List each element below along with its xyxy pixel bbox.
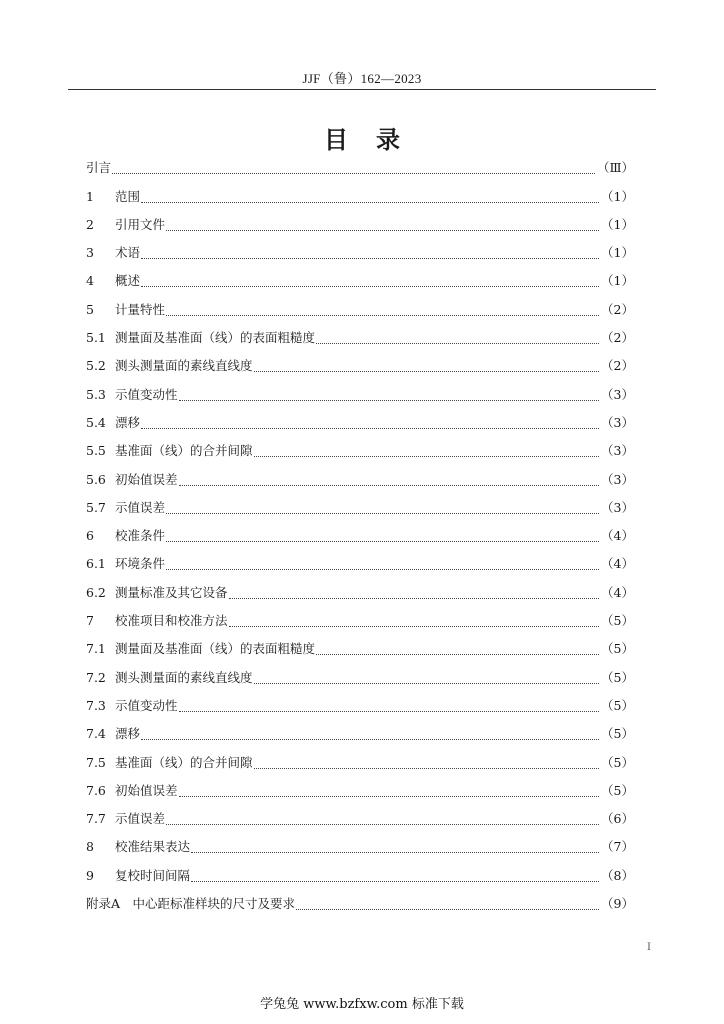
toc-leader-dots xyxy=(316,654,599,655)
toc-entry-label: 测头测量面的素线直线度 xyxy=(115,669,253,685)
toc-leader-dots xyxy=(112,173,595,174)
toc-entry[interactable] xyxy=(86,718,634,746)
toc-leader-dots xyxy=(141,202,599,203)
toc-entry-page: （6） xyxy=(601,811,634,827)
toc-entry-number: 3 xyxy=(86,245,94,261)
toc-leader-dots xyxy=(141,739,599,740)
toc-entry-number: 5.1 xyxy=(86,330,106,346)
toc-entry-number: 7.6 xyxy=(86,782,106,798)
toc-entry-page: （5） xyxy=(601,754,634,770)
toc-entry-number: 7.5 xyxy=(86,754,106,770)
toc-leader-dots xyxy=(254,371,600,372)
toc-entry-number: 8 xyxy=(86,839,94,855)
toc-entry-page: （1） xyxy=(601,188,634,204)
toc-leader-dots xyxy=(141,428,599,429)
toc-entry-label: 示值误差 xyxy=(115,499,166,515)
toc-entry-page: （1） xyxy=(601,245,634,261)
toc-entry-number: 5.5 xyxy=(86,443,106,459)
toc-entry-label: 校准结果表达 xyxy=(115,839,191,855)
toc-leader-dots xyxy=(191,881,599,882)
toc-entry-label: 术语 xyxy=(115,245,141,261)
toc-entry[interactable] xyxy=(86,831,634,859)
toc-entry-label: 复校时间间隔 xyxy=(115,867,191,883)
toc-entry[interactable] xyxy=(86,775,634,803)
toc-entry-number: 7.1 xyxy=(86,641,106,657)
toc-entry-page: （5） xyxy=(601,726,634,742)
toc-entry-page: （3） xyxy=(601,499,634,515)
toc-entry-label: 初始值误差 xyxy=(115,782,178,798)
toc-entry-page: （4） xyxy=(601,556,634,572)
toc-entry-page: （4） xyxy=(601,584,634,600)
toc-entry-number: 5.4 xyxy=(86,414,106,430)
toc-entry-number: 7.3 xyxy=(86,697,106,713)
toc-entry-label: 基准面（线）的合并间隙 xyxy=(115,443,253,459)
toc-entry-number: 5.3 xyxy=(86,386,106,402)
toc-leader-dots xyxy=(254,768,600,769)
toc-leader-dots xyxy=(141,258,599,259)
toc-entry[interactable] xyxy=(86,859,634,887)
toc-leader-dots xyxy=(166,513,599,514)
toc-entry[interactable] xyxy=(86,378,634,406)
header-rule xyxy=(68,89,656,90)
toc-entry-page: （9） xyxy=(601,896,634,912)
toc-entry-label: 初始值误差 xyxy=(115,471,178,487)
toc-entry-page: （7） xyxy=(601,839,634,855)
toc-entry-number: 4 xyxy=(86,273,94,289)
toc-entry[interactable] xyxy=(86,322,634,350)
toc-entry[interactable] xyxy=(86,407,634,435)
toc-entry-number: 5 xyxy=(86,301,94,317)
toc-entry-number: 1 xyxy=(86,188,94,204)
toc-entry[interactable] xyxy=(86,435,634,463)
toc-leader-dots xyxy=(229,598,600,599)
toc-entry-label: 环境条件 xyxy=(115,556,166,572)
toc-leader-dots xyxy=(179,400,600,401)
toc-entry-number: 6.2 xyxy=(86,584,106,600)
toc-entry-number: 7 xyxy=(86,613,94,629)
toc-leader-dots xyxy=(179,711,600,712)
toc-leader-dots xyxy=(254,456,600,457)
toc-entry-label: 校准条件 xyxy=(115,528,166,544)
toc-entry-page: （2） xyxy=(601,301,634,317)
toc-entry-page: （2） xyxy=(601,358,634,374)
toc-leader-dots xyxy=(316,343,599,344)
toc-title: 目录 xyxy=(324,125,428,154)
toc-entry-page: （1） xyxy=(601,273,634,289)
toc-entry-label: 引言 xyxy=(86,160,112,176)
toc-leader-dots xyxy=(229,626,600,627)
toc-entry-page: （1） xyxy=(601,216,634,232)
toc-entry-label: 测头测量面的素线直线度 xyxy=(115,358,253,374)
toc-entry[interactable] xyxy=(86,746,634,774)
toc-entry[interactable] xyxy=(86,237,634,265)
toc-entry[interactable] xyxy=(86,576,634,604)
toc-entry[interactable] xyxy=(86,605,634,633)
page-number: Ⅰ xyxy=(647,942,651,953)
toc-entry[interactable] xyxy=(86,293,634,321)
toc-entry-page: （3） xyxy=(601,386,634,402)
toc-leader-dots xyxy=(296,909,599,910)
toc-entry[interactable] xyxy=(86,690,634,718)
toc-entry-page: （3） xyxy=(601,414,634,430)
toc-entry[interactable] xyxy=(86,661,634,689)
document-code-header: JJF（鲁）162—2023 xyxy=(302,71,422,86)
toc-entry-page: （5） xyxy=(601,613,634,629)
toc-entry-label: 测量标准及其它设备 xyxy=(115,584,228,600)
toc-entry-label: 基准面（线）的合并间隙 xyxy=(115,754,253,770)
toc-entry-label: 漂移 xyxy=(115,414,141,430)
table-of-contents xyxy=(86,152,634,916)
toc-leader-dots xyxy=(166,824,599,825)
toc-entry-label: 范围 xyxy=(115,188,141,204)
toc-leader-dots xyxy=(166,230,599,231)
toc-leader-dots xyxy=(191,852,599,853)
toc-entry-label: 校准项目和校准方法 xyxy=(115,613,228,629)
toc-entry-label: 附录A 中心距标准样块的尺寸及要求 xyxy=(86,896,296,912)
toc-entry-label: 示值变动性 xyxy=(115,386,178,402)
toc-entry-number: 6 xyxy=(86,528,94,544)
toc-entry[interactable] xyxy=(86,633,634,661)
toc-entry-page: （5） xyxy=(601,669,634,685)
toc-entry[interactable] xyxy=(86,152,634,180)
toc-entry-number: 6.1 xyxy=(86,556,106,572)
toc-entry-page: （5） xyxy=(601,641,634,657)
toc-entry[interactable] xyxy=(86,463,634,491)
toc-entry-label: 引用文件 xyxy=(115,216,166,232)
toc-entry[interactable] xyxy=(86,492,634,520)
toc-entry-page: （3） xyxy=(601,471,634,487)
toc-entry-page: （5） xyxy=(601,697,634,713)
toc-leader-dots xyxy=(166,541,599,542)
toc-entry[interactable] xyxy=(86,548,634,576)
toc-entry-label: 示值变动性 xyxy=(115,697,178,713)
toc-entry[interactable] xyxy=(86,209,634,237)
toc-entry-page: （2） xyxy=(601,330,634,346)
toc-entry-label: 测量面及基准面（线）的表面粗糙度 xyxy=(115,641,316,657)
toc-leader-dots xyxy=(179,796,600,797)
toc-leader-dots xyxy=(254,683,600,684)
toc-entry-number: 5.2 xyxy=(86,358,106,374)
toc-leader-dots xyxy=(179,485,600,486)
toc-entry-number: 5.7 xyxy=(86,499,106,515)
toc-entry-number: 7.2 xyxy=(86,669,106,685)
toc-entry[interactable] xyxy=(86,265,634,293)
toc-entry[interactable] xyxy=(86,520,634,548)
toc-entry-label: 示值误差 xyxy=(115,811,166,827)
toc-entry-page: （5） xyxy=(601,782,634,798)
toc-entry[interactable] xyxy=(86,888,634,916)
toc-entry-number: 7.7 xyxy=(86,811,106,827)
toc-leader-dots xyxy=(141,286,599,287)
toc-entry[interactable] xyxy=(86,180,634,208)
toc-entry-page: （8） xyxy=(601,867,634,883)
toc-entry-page: （3） xyxy=(601,443,634,459)
toc-entry-page: （4） xyxy=(601,528,634,544)
toc-entry-number: 2 xyxy=(86,216,94,232)
toc-entry-number: 5.6 xyxy=(86,471,106,487)
toc-entry-label: 测量面及基准面（线）的表面粗糙度 xyxy=(115,330,316,346)
toc-entry-number: 9 xyxy=(86,867,94,883)
toc-entry-label: 概述 xyxy=(115,273,141,289)
toc-entry-label: 漂移 xyxy=(115,726,141,742)
toc-leader-dots xyxy=(166,569,599,570)
toc-entry-number: 7.4 xyxy=(86,726,106,742)
toc-leader-dots xyxy=(166,315,599,316)
toc-entry[interactable] xyxy=(86,803,634,831)
watermark-footer: 学兔兔 www.bzfxw.com 标准下载 xyxy=(260,997,464,1012)
toc-entry-page: （Ⅲ） xyxy=(596,160,634,176)
toc-entry-label: 计量特性 xyxy=(115,301,166,317)
toc-entry[interactable] xyxy=(86,350,634,378)
